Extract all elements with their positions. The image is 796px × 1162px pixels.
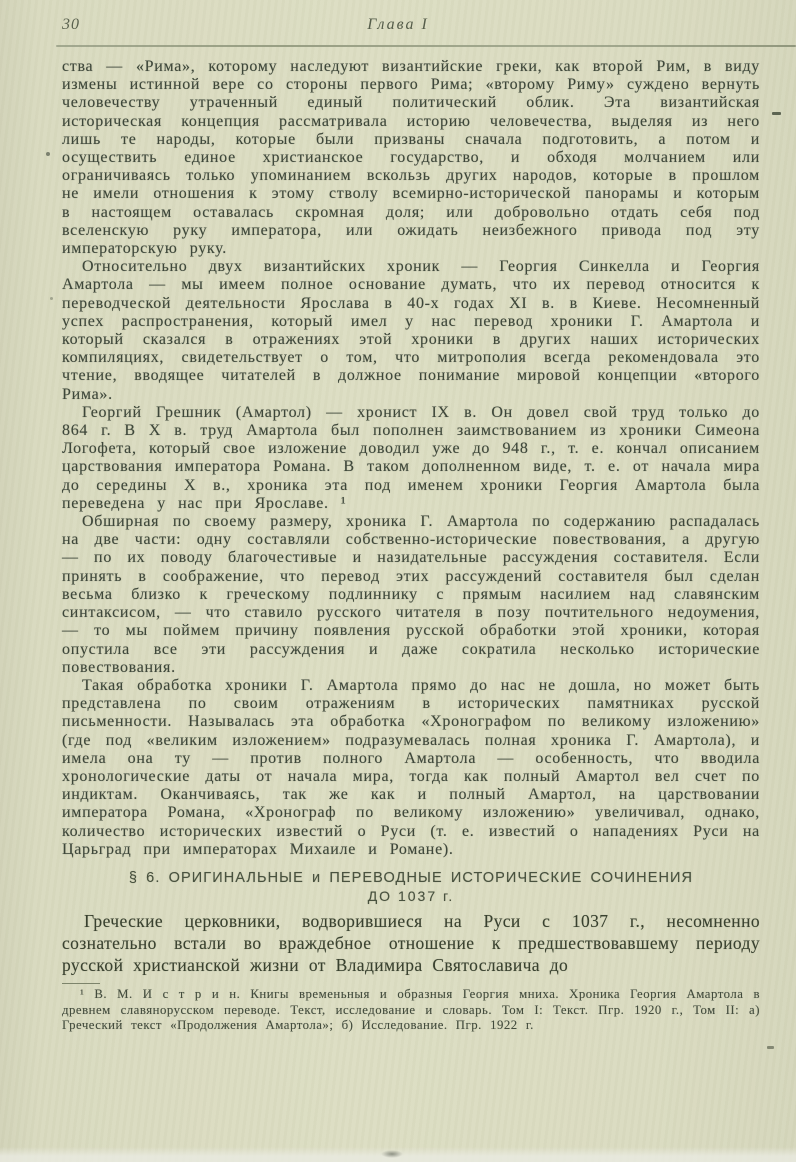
scan-speck — [50, 297, 53, 300]
paragraph-chronicle-structure: Обширная по своему размеру, хроника Г. Амартола по содержанию распадалась на две части: одну составляли собственно-исторические повествования, а другую — по их поводу благочестивые и назидательные рассуждения составителя. Если принять в соображение, что перевод этих рассуждений составителя был сделан весьма близко к греческому подлиннику с прямым насилием над славянским синтаксисом, — что ставило русского читателя в позу почтительного недоумения, — то мы поймем причину появления русской обработки этой хроники, которая опустила все эти рассуждения и даже сократила несколько исторические повествования. — [62, 513, 760, 676]
paragraph-continuation: ства — «Рима», которому наследуют византийские греки, как второй Рим, в виду измены истинной вере со стороны первого Рима; «второму Риму» суждено вернуть человечеству утраченный единый политический облик. Эта византийская историческая концепция рассматривала историю человечества, выделяя из него лишь те народы, которые были призваны сначала подготовить, а потом и осуществить единое христианское государство, и обходя молчанием или ограничиваясь только упоминанием вскользь других народов, которые в прошлом не имели отношения к этому стволу всемирно-исторической панорамы и которым в настоящем оставалась скромная доля; или добровольно отдать себя под вселенскую руку императора, или ожидать неизбежного привода под эту императорскую руку. — [62, 58, 760, 258]
scan-edge-mark — [772, 112, 781, 115]
scan-smudge — [381, 1150, 403, 1158]
paragraph-chronograph: Такая обработка хроники Г. Амартола прямо до нас не дошла, но может быть представлена по своим отражениям в исторических памятниках русской письменности. Называлась эта обработка «Хронографом по великому изложению» (где под «великим изложением» подразумевалась полная хроника Г. Амартола), и имела она ту — против полного Амартола — особенность, что вводила хронологические даты от начала мира, тогда как полный Амартол вел счет по индиктам. Оканчиваясь, так же как и полный Амартол, на царствовании императора Романа, «Хронограф по великому изложению» увеличивал, однако, количество исторических известий о Руси (т. е. известий о нападениях Руси на Царьград при императорах Михаиле и Романе). — [62, 676, 760, 858]
chapter-running-title: Глава I — [367, 16, 429, 33]
paragraph-chronicles-translation: Относительно двух византийских хроник — Георгия Синкелла и Георгия Амартола — мы имеем полное основание думать, что их перевод относится к переводческой деятельности Ярослава в 40-х годах XI в. в Киеве. Несомненный успех распространения, который имел у нас перевод хроники Г. Амартола и который сказался в отражениях этой хроники в других наших исторических компиляциях, свидетельствует о том, что митрополия всегда рекомендовала это чтение, вводящее читателей в должное понимание мировой концепции «второго Рима». — [62, 258, 760, 403]
header-rule — [56, 45, 796, 47]
section-heading-line1: § 6. ОРИГИНАЛЬНЫЕ и ПЕРЕВОДНЫЕ ИСТОРИЧЕСКИЕ СОЧИНЕНИЯ — [128, 869, 694, 886]
scan-speck — [46, 152, 50, 156]
section-heading — [62, 870, 760, 904]
paragraph-greek-clergy: Греческие церковники, водворившиеся на Руси с 1037 г., несомненно сознательно встали во враждебное отношение к предшествовавшему периоду русской христианской жизни от Владимира Святославича до — [62, 910, 760, 975]
paragraph-georgiy-greshnik: Георгий Грешник (Амартол) — хронист IX в. Он довел свой труд только до 864 г. В X в. труд Амартола был пополнен заимствованием из хроники Симеона Логофета, который свое изложение доводил уже до 948 г., т. е. кончал описанием царствования императора Романа. В таком дополненном виде, т. е. от начала мира до середины X в., хроника эта под именем хроники Георгия Амартола была переведена у нас при Ярославе. ¹ — [62, 403, 760, 512]
section-heading-line2: ДО 1037 г. — [367, 887, 455, 904]
scan-edge-mark — [767, 1046, 774, 1049]
footnote-separator-rule — [62, 983, 100, 984]
footnote-istrin: ¹ В. М. И с т р и н. Книгы временьныя и образныя Георгия мниха. Хроника Георгия Амартола в древнем славянорусском переводе. Текст, исследование и словарь. Том I: Текст. Пгр. 1920 г., Том II: а) Греческий текст «Продолжения Амартола»; б) Исследование. Пгр. 1922 г. — [62, 987, 760, 1032]
running-header — [0, 14, 796, 40]
text-block — [62, 58, 760, 1033]
page-number: 30 — [62, 16, 80, 33]
